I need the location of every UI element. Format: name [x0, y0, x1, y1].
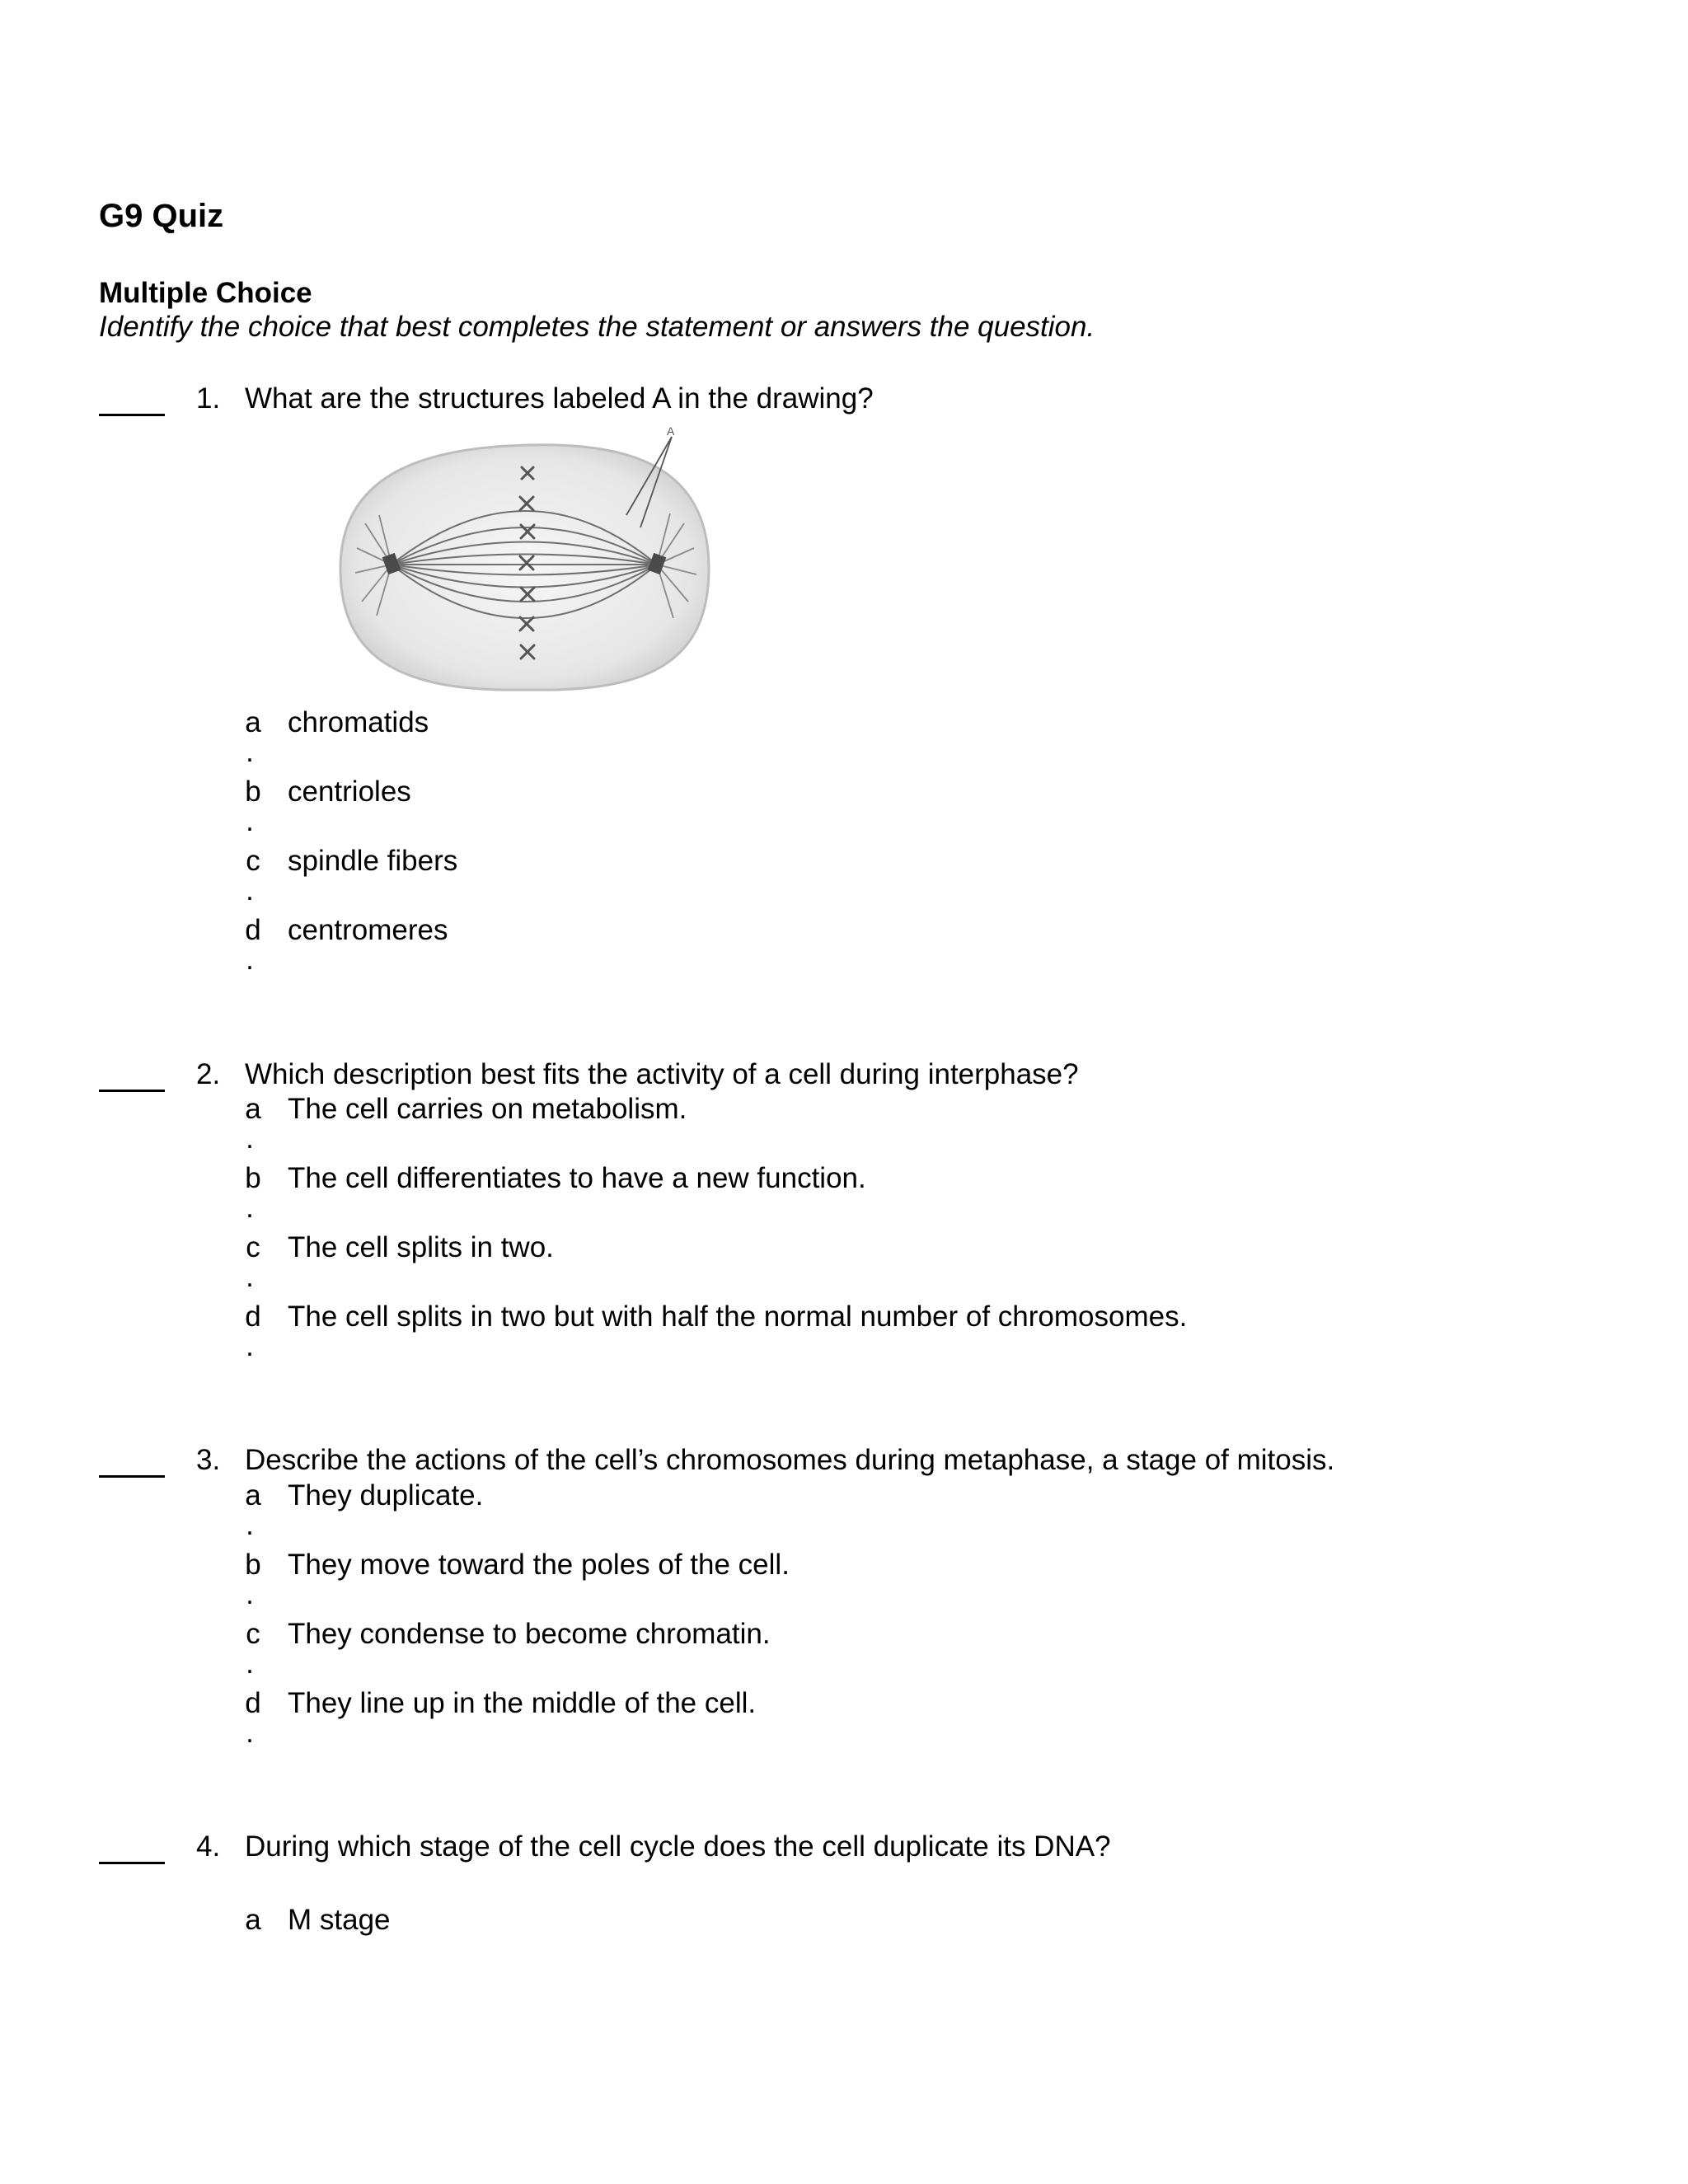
- option-letter: b: [245, 1549, 261, 1581]
- question-number: 3.: [196, 1444, 221, 1476]
- option-letter: c: [246, 845, 260, 877]
- option-text: chromatids: [288, 706, 429, 738]
- label-a: A: [667, 424, 675, 438]
- option-letter: a: [245, 1479, 261, 1511]
- option-dot: .: [246, 1192, 254, 1224]
- option-letter: b: [245, 776, 261, 808]
- option-text: They line up in the middle of the cell.: [288, 1687, 757, 1719]
- option-text: M stage: [288, 1904, 391, 1936]
- answer-blank[interactable]: [99, 1475, 165, 1478]
- option-letter: d: [245, 1687, 261, 1719]
- question-text: Describe the actions of the cell’s chromosomes during metaphase, a stage of mitosis.: [245, 1444, 1335, 1476]
- option-dot: .: [246, 1261, 254, 1293]
- quiz-title: G9 Quiz: [99, 198, 224, 234]
- option-text: The cell splits in two but with half the normal number of chromosomes.: [288, 1301, 1188, 1333]
- option-text: They condense to become chromatin.: [288, 1618, 771, 1650]
- option-letter: a: [245, 706, 261, 738]
- option-text: centrioles: [288, 776, 411, 808]
- option-text: The cell carries on metabolism.: [288, 1093, 687, 1125]
- option-dot: .: [246, 805, 254, 837]
- question-text: What are the structures labeled A in the drawing?: [245, 382, 874, 415]
- option-dot: .: [246, 944, 254, 976]
- instructions-text: Identify the choice that best completes the statement or answers the question.: [99, 311, 1095, 343]
- option-text: The cell splits in two.: [288, 1231, 554, 1263]
- option-letter: a: [245, 1093, 261, 1125]
- option-letter: b: [245, 1162, 261, 1194]
- answer-blank[interactable]: [99, 1862, 165, 1864]
- question-number: 2.: [196, 1058, 221, 1090]
- answer-blank[interactable]: [99, 414, 165, 416]
- option-dot: .: [246, 1330, 254, 1362]
- option-letter: c: [246, 1231, 260, 1263]
- mitosis-cell-figure: [334, 424, 721, 705]
- option-letter: c: [246, 1618, 260, 1650]
- option-letter: d: [245, 914, 261, 946]
- option-dot: .: [246, 1647, 254, 1680]
- option-dot: .: [246, 1509, 254, 1541]
- option-dot: .: [246, 736, 254, 768]
- option-dot: .: [246, 874, 254, 907]
- question-number: 4.: [196, 1830, 221, 1863]
- option-text: centromeres: [288, 914, 448, 946]
- section-heading: Multiple Choice: [99, 277, 312, 309]
- option-text: The cell differentiates to have a new function.: [288, 1162, 866, 1194]
- option-text: They move toward the poles of the cell.: [288, 1549, 790, 1581]
- question-text: Which description best fits the activity of a cell during interphase?: [245, 1058, 1079, 1090]
- question-text: During which stage of the cell cycle does the cell duplicate its DNA?: [245, 1830, 1111, 1863]
- option-letter: d: [245, 1301, 261, 1333]
- option-letter: a: [245, 1904, 261, 1936]
- option-dot: .: [246, 1122, 254, 1155]
- option-dot: .: [246, 1717, 254, 1749]
- option-text: spindle fibers: [288, 845, 458, 877]
- answer-blank[interactable]: [99, 1090, 165, 1092]
- option-dot: .: [246, 1578, 254, 1610]
- question-number: 1.: [196, 382, 221, 415]
- option-text: They duplicate.: [288, 1479, 484, 1511]
